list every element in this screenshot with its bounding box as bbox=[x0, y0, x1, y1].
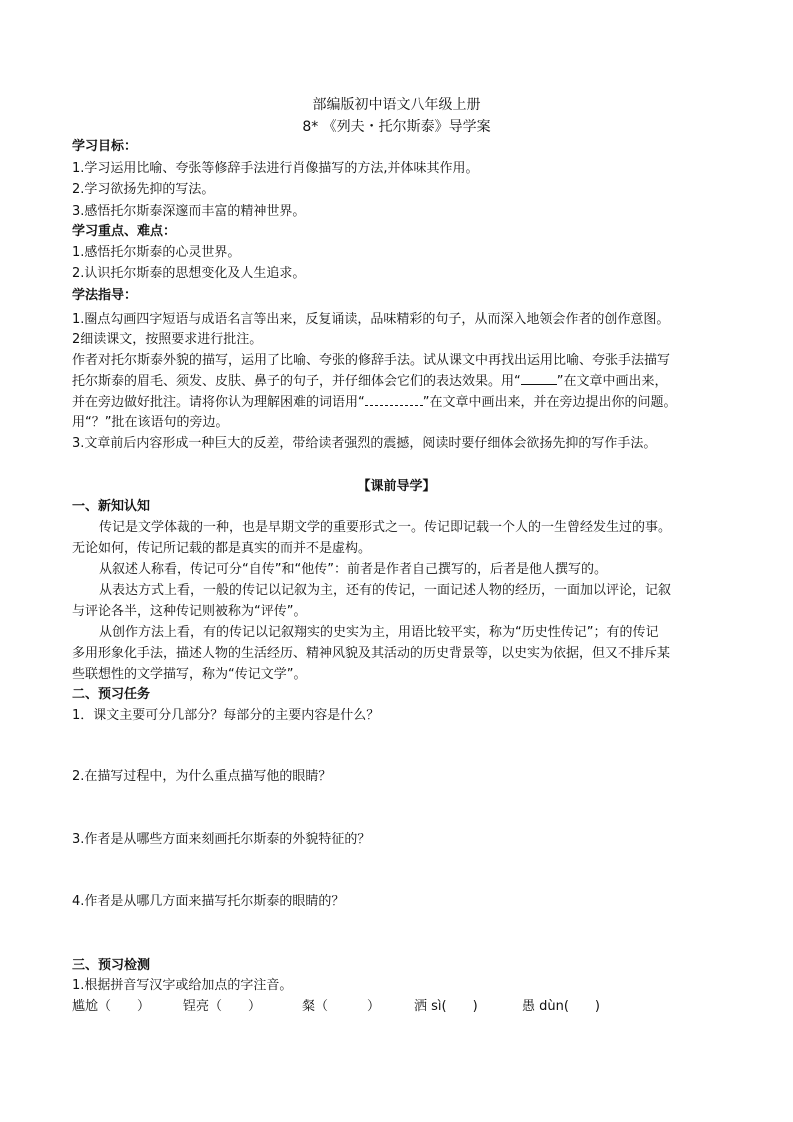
section-heading: 一、新知认知 bbox=[72, 499, 151, 514]
key-points-heading: 学习重点、难点： bbox=[72, 224, 177, 239]
paragraph-line: 传记是文学体裁的一种，也是早期文学的重要形式之一。传记即记载一个人的一生曾经发生过的事。 bbox=[99, 520, 672, 535]
method-heading: 学法指导： bbox=[72, 288, 138, 303]
dashed-line-mark bbox=[365, 394, 423, 406]
exercise-word: 愚 dùn( ) bbox=[522, 999, 601, 1014]
question: 1．课文主要可分几部分？每部分的主要内容是什么？ bbox=[72, 708, 380, 723]
method-line-text: ”在文章中画出来，并在旁边提出你的问题。 bbox=[422, 395, 677, 410]
method-line: 作者对托尔斯泰外貌的描写，运用了比喻、夸张的修辞手法。试从课文中再找出运用比喻、夸张手法描写 bbox=[72, 353, 671, 368]
paragraph-line: 从创作方法上看，有的传记以记叙翔实的史实为主，用语比较平实，称为“历史性传记”；有的传记 bbox=[99, 625, 659, 640]
method-line-text: 并在旁边做好批注。请将你认为理解困难的词语用“ bbox=[72, 395, 365, 410]
method-line bbox=[72, 373, 668, 391]
exercise-word: 锃亮（ ） bbox=[183, 999, 262, 1014]
method-line: 用“？”批在该语句的旁边。 bbox=[72, 415, 229, 430]
question: 2.在描写过程中，为什么重点描写他的眼睛？ bbox=[72, 769, 332, 784]
exercise-word: 粲（ ） bbox=[302, 999, 381, 1014]
method-line-text: 托尔斯泰的眉毛、须发、皮肤、鼻子的句子，并仔细体会它们的表达效果。用“ bbox=[72, 374, 521, 389]
paragraph-line: 与评论各半，这种传记则被称为“评传”。 bbox=[72, 604, 307, 619]
exercise-word: 洒 sì( ) bbox=[414, 999, 478, 1014]
method-line: 1.圈点勾画四字短语与成语名言等出来，反复诵读，品味精彩的句子，从而深入地领会作者的创作意图。 bbox=[72, 312, 670, 327]
section-heading: 三、预习检测 bbox=[72, 958, 151, 973]
key-point-item: 1.感悟托尔斯泰的心灵世界。 bbox=[72, 245, 241, 260]
paragraph-line: 多用形象化手法，描述人物的生活经历、精神风貌及其活动的历史背景等，以史实为依据，但又不排斥某 bbox=[72, 646, 671, 661]
exercise-instruction: 1.根据拼音写汉字或给加点的字注音。 bbox=[72, 978, 293, 993]
exercise-word: 尴尬（ ） bbox=[72, 999, 151, 1014]
paragraph-line: 些联想性的文学描写，称为“传记文学”。 bbox=[72, 667, 307, 682]
method-line: 3.文章前后内容形成一种巨大的反差，带给读者强烈的震撼，阅读时要仔细体会欲扬先抑的写作手法。 bbox=[72, 436, 657, 451]
method-line-text: ”在文章中画出来， bbox=[556, 374, 668, 389]
underline-mark bbox=[521, 373, 557, 385]
goal-item: 2.学习欲扬先抑的写法。 bbox=[72, 182, 215, 197]
goals-heading: 学习目标： bbox=[72, 139, 138, 154]
doc-title-line-2: 8* 《列夫・托尔斯泰》导学案 bbox=[302, 119, 491, 135]
section-heading: 二、预习任务 bbox=[72, 687, 151, 702]
paragraph-line: 从叙述人称看，传记可分“自传”和“他传”：前者是作者自己撰写的，后者是他人撰写的。 bbox=[99, 562, 607, 577]
question: 4.作者是从哪几方面来描写托尔斯泰的眼睛的？ bbox=[72, 894, 345, 909]
method-line: 2细读课文，按照要求进行批注。 bbox=[72, 332, 263, 347]
method-line bbox=[72, 394, 677, 412]
paragraph-line: 从表达方式上看，一般的传记以记叙为主，还有的传记，一面记述人物的经历，一面加以评论，记叙 bbox=[99, 583, 672, 598]
goal-item: 3.感悟托尔斯泰深邃而丰富的精神世界。 bbox=[72, 204, 306, 219]
question: 3.作者是从哪些方面来刻画托尔斯泰的外貌特征的？ bbox=[72, 832, 371, 847]
pre-study-heading: 【课前导学】 bbox=[357, 479, 436, 494]
paragraph-line: 无论如何，传记所记载的都是真实的而并不是虚构。 bbox=[72, 541, 372, 556]
key-point-item: 2.认识托尔斯泰的思想变化及人生追求。 bbox=[72, 266, 306, 281]
goal-item: 1.学习运用比喻、夸张等修辞手法进行肖像描写的方法,并体味其作用。 bbox=[72, 161, 479, 176]
doc-title-line-1: 部编版初中语文八年级上册 bbox=[312, 97, 481, 113]
